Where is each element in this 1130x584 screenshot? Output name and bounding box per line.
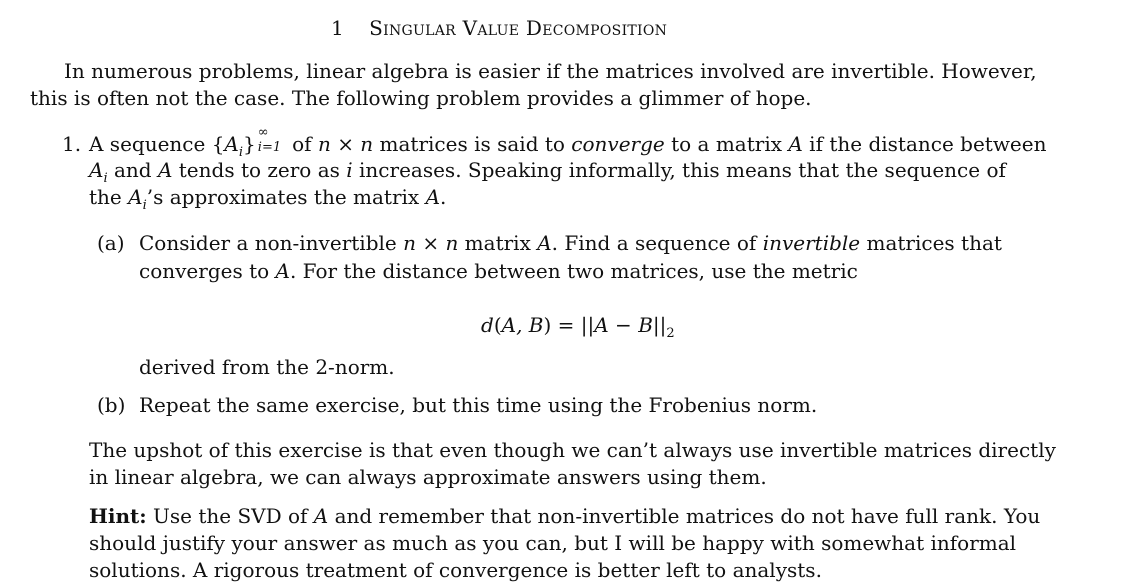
problem-label: 1. <box>62 132 82 156</box>
part-b-text: Repeat the same exercise, but this time using the Frobenius norm. <box>139 393 818 417</box>
math: B <box>638 313 653 337</box>
text: . <box>440 185 447 209</box>
text: || <box>652 313 667 337</box>
text: . Find a sequence of <box>551 231 763 255</box>
text: and <box>107 158 158 182</box>
part-a-line-1 <box>139 230 1002 256</box>
sup-infinity: ∞ <box>257 125 269 140</box>
upshot-line-2: in linear algebra, we can always approximate answers using them. <box>89 465 767 489</box>
math: A, B <box>501 313 544 337</box>
text: ) = || <box>543 313 595 337</box>
math: A <box>425 185 441 209</box>
text: . For the distance between two matrices, use the metric <box>289 259 858 283</box>
text: Use the SVD of <box>146 504 314 528</box>
math: A <box>89 158 104 182</box>
text: − <box>608 313 639 337</box>
problem-line-3 <box>89 184 447 213</box>
math: A <box>313 504 329 528</box>
math: A <box>128 185 143 209</box>
text: matrices is said to <box>373 132 572 156</box>
upshot-line-1: The upshot of this exercise is that even though we can’t always use invertible matrices directly <box>89 438 1056 462</box>
section-heading <box>331 15 667 41</box>
text: matrix <box>458 231 538 255</box>
text: increases. Speaking informally, this means that the sequence of <box>352 158 1006 182</box>
math: n × n <box>317 132 374 156</box>
problem-line-2 <box>89 157 1006 186</box>
math: A <box>594 313 609 337</box>
math-sub: i <box>238 145 244 160</box>
math: A <box>537 231 552 255</box>
intro-line-1: In numerous problems, linear algebra is easier if the matrices involved are invertible. However, <box>64 59 1037 83</box>
intro-line-2: this is often not the case. The following problem provides a glimmer of hope. <box>30 86 812 110</box>
text: } <box>243 132 256 156</box>
math: d <box>481 313 494 337</box>
part-a-line-2 <box>139 258 858 284</box>
math-sub: i <box>142 198 147 213</box>
text: ’s approximates the matrix <box>146 185 426 209</box>
section-number: 1 <box>331 16 344 40</box>
text: tends to zero as <box>172 158 347 182</box>
text: matrices that <box>860 231 1002 255</box>
text: A sequence { <box>89 132 225 156</box>
hint-label: Hint: <box>89 504 147 528</box>
emphasis: converge <box>571 132 665 156</box>
part-a-label: (a) <box>97 231 125 255</box>
part-b-label: (b) <box>97 393 126 417</box>
norm-subscript: 2 <box>666 326 675 341</box>
emphasis: invertible <box>762 231 861 255</box>
sub-index: i=1 <box>257 140 282 155</box>
metric-equation <box>481 312 675 341</box>
math: A <box>157 158 173 182</box>
text: ( <box>493 313 502 337</box>
hint-line-2: should justify your answer as much as you can, but I will be happy with somewhat informal <box>89 531 1017 555</box>
math-sub: i <box>103 171 108 186</box>
section-title: Singular Value Decomposition <box>369 16 668 40</box>
math: i <box>346 158 353 182</box>
text: of <box>285 132 318 156</box>
text: the <box>89 185 129 209</box>
part-a-after: derived from the 2-norm. <box>139 355 395 379</box>
text: to a matrix <box>664 132 789 156</box>
text: Consider a non-invertible <box>139 231 404 255</box>
hint-line-1 <box>89 503 1040 529</box>
math: A <box>275 259 290 283</box>
math: n × n <box>403 231 459 255</box>
text: converges to <box>139 259 276 283</box>
math: A <box>788 132 803 156</box>
problem-line-1 <box>89 125 1047 160</box>
text: and remember that non-invertible matrices do not have full rank. You <box>328 504 1041 528</box>
math: A <box>224 132 239 156</box>
text: if the distance between <box>802 132 1047 156</box>
hint-line-3: solutions. A rigorous treatment of convergence is better left to analysts. <box>89 558 822 582</box>
limits-script <box>256 125 286 155</box>
